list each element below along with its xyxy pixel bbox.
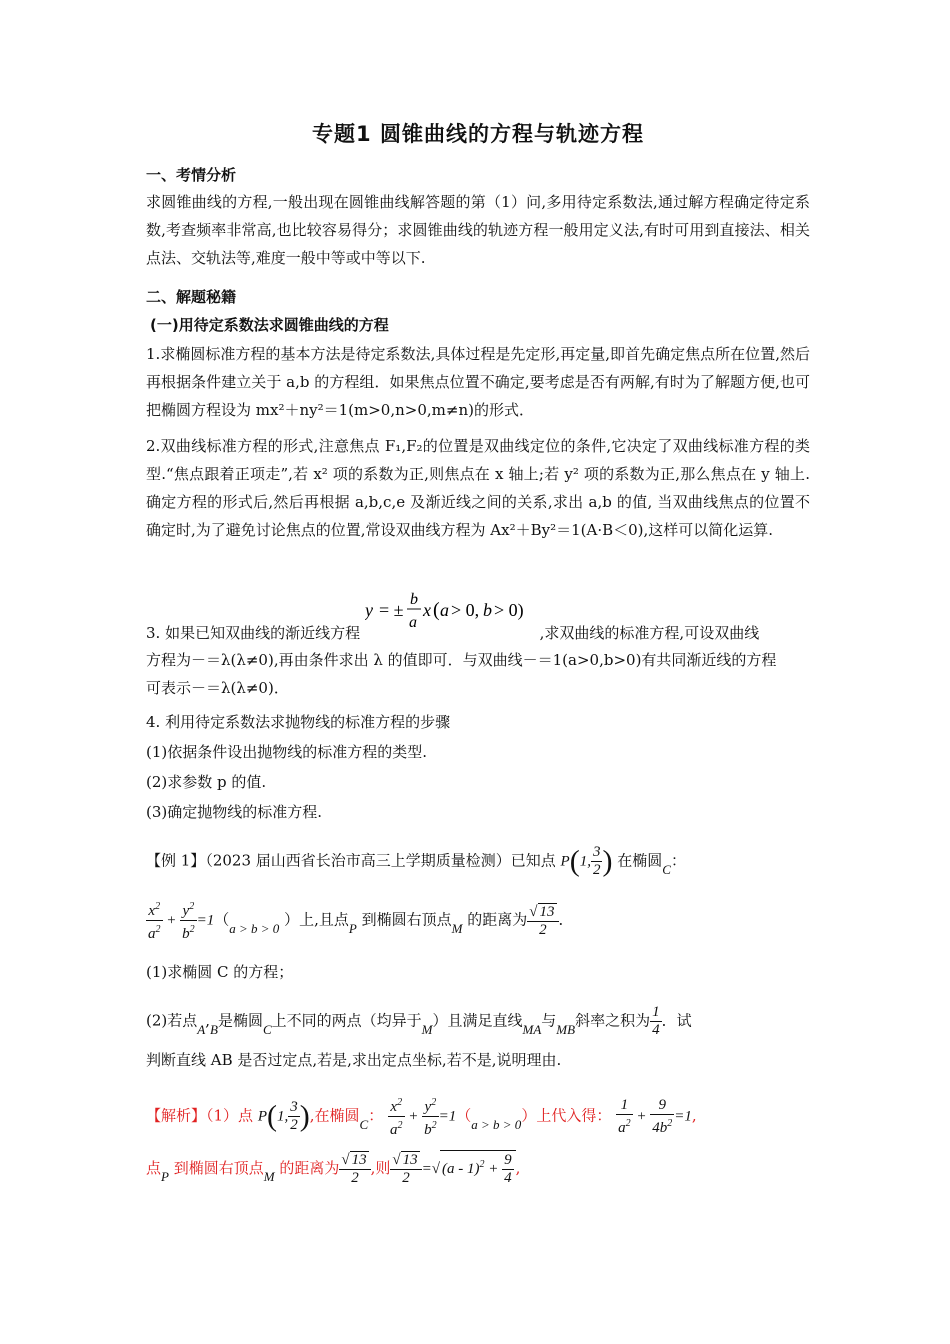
example-source: （2023 届山西省长治市高三上学期质量检测）已知点 — [205, 851, 556, 870]
q2-g: ．试 — [661, 1011, 692, 1030]
example-question-1: (1)求椭圆 C 的方程； — [146, 963, 294, 981]
example-line2-dist: 的距离为 — [467, 910, 528, 929]
asymptote-formula-graphic — [365, 584, 535, 640]
svg-text:x: x — [422, 600, 431, 620]
solution-sub-in: ）上代入得： — [521, 1106, 612, 1125]
tip-step-3: (3)确定抛物线的标准方程. — [146, 803, 323, 821]
q2-b: 是椭圆 — [217, 1011, 263, 1030]
section-heading-tips: 二、解题秘籍 — [146, 288, 237, 306]
example-question-2-line1: (2)若点A,B是椭圆C上不同的两点（均异于M）且满足直线MA与MB斜率之积为 $\frac{1}{4}$ ．试 — [146, 1004, 692, 1038]
svg-text:y: y — [364, 600, 373, 620]
fraction-y2-b2: $\frac{y^2}{b^2}$ — [180, 898, 197, 943]
example-line2: $\frac{x^2}{a^2}$ + $\frac{y^2}{b^2}$ =1（a > b > 0 ）上,且点P 到椭圆右顶点M 的距离为 $\frac{√ 13}{2}$ ． — [146, 898, 810, 943]
tip-step-2: (2)求参数 p 的值. — [146, 773, 267, 791]
page-title: 专题1 圆锥曲线的方程与轨迹方程 — [312, 122, 644, 146]
solution-line2-a: 点 — [146, 1159, 162, 1177]
ellipse-c-label: C — [662, 861, 671, 877]
q2-a: (2)若点 — [146, 1011, 198, 1030]
fraction-3-2: $\frac{3}{2}$ — [592, 844, 601, 878]
fraction-1-4: $\frac{1}{4}$ — [652, 1004, 660, 1038]
solution-part: （1）点 — [206, 1106, 254, 1125]
solution-line2-c: 的距离为 — [279, 1159, 340, 1177]
analysis-paragraph: 求圆锥曲线的方程,一般出现在圆锥曲线解答题的第（1）问,多用待定系数法,通过解方程确定待定系数,考查频率非常高,也比较容易得分；求圆锥曲线的轨迹方程一般用定义法,有时可用到直接法、相关点法、交轨法等,难度一般中等或中等以下. — [146, 193, 810, 267]
tip-item-1: 1.求椭圆标准方程的基本方法是待定系数法,具体过程是先定形,再定量,即首先确定焦点所在位置,然后再根据条件建立关于 a,b 的方程组．如果焦点位置不确定,要考虑是否有两解,有时为了解题方便,也可把椭圆方程设为 mx²＋ny²＝1(m>0,n>0,m≠n)的形式． — [146, 345, 810, 419]
point-p-label: P — [560, 853, 570, 870]
tip-item-3-post: ,求双曲线的标准方程,可设双曲线 — [539, 624, 760, 642]
solution-line2: 点P 到椭圆右顶点M 的距离为 $\frac{√ 13}{2}$ ,则 $\frac{√ 13}{2}$ =√ (a - 1)$^2$ + $\frac{9}{4}$ , — [146, 1152, 521, 1187]
svg-text:b: b — [409, 591, 418, 608]
on-ellipse-text: 在椭圆 — [617, 851, 663, 870]
tip-item-3-line2: 方程为－＝λ(λ≠0),再由条件求出 λ 的值即可．与双曲线－＝1(a>0,b>0)有共同渐近线的方程 — [146, 651, 777, 669]
fraction-sqrt13-2: $\frac{√ 13}{2}$ — [527, 903, 558, 939]
svg-text:b: b — [482, 600, 492, 620]
solution-on: ,在椭圆 — [309, 1106, 360, 1125]
solution-line2-b: 到椭圆右顶点 — [173, 1159, 264, 1177]
example-line2-to: 到椭圆右顶点 — [361, 910, 452, 929]
svg-text:a: a — [408, 614, 417, 631]
section-heading-analysis: 一、考情分析 — [146, 166, 237, 184]
asymptote-formula — [364, 591, 535, 638]
svg-text:a: a — [439, 600, 449, 620]
subsection-heading: (一)用待定系数法求圆锥曲线的方程 — [150, 316, 389, 334]
tip-item-2: 2.双曲线标准方程的形式,注意焦点 F₁,F₂的位置是双曲线定位的条件,它决定了双曲线标准方程的类型.“焦点跟着正项走”,若 x² 项的系数为正,则焦点在 x 轴上;若 y² 项的系数为正,那么焦点在 y 轴上.确定方程的形式后,然后再根据 a,b,c,e 及渐近线之间的关系,求出 a,b 的值, 当双曲线焦点的位置不确定时,为了避免讨论焦点的位置,常设双曲线方程为 Ax²＋By²＝1(A·B＜0),这样可以简化运算. — [146, 437, 810, 539]
example-line1: 【例 1】（2023 届山西省长治市高三上学期质量检测）已知点 P(1, $\frac{3}{2}$ ) 在椭圆C： — [146, 844, 686, 878]
solution-tag: 【解析】 — [146, 1106, 207, 1125]
condition-text: a > b > 0 — [229, 920, 280, 936]
svg-text:> 0,: > 0, — [450, 600, 480, 620]
tip-item-3-line3: 可表示－＝λ(λ≠0)． — [146, 679, 289, 697]
svg-text:> 0): > 0) — [493, 600, 524, 620]
q2-c: 上不同的两点（均异于 — [271, 1011, 422, 1030]
svg-text:= ±: = ± — [378, 600, 404, 620]
example-question-2-line2: 判断直线 AB 是否过定点,若是,求出定点坐标,若不是,说明理由. — [146, 1051, 562, 1069]
q2-e: 与 — [541, 1011, 557, 1030]
solution-line2-d: ,则 — [370, 1159, 391, 1177]
example-line2-mid: ）上,且点 — [284, 910, 349, 929]
tip-item-3-line1 — [146, 591, 810, 647]
tip-step-1: (1)依据条件设出抛物线的标准方程的类型. — [146, 743, 428, 761]
svg-text:(: ( — [432, 599, 440, 621]
solution-line1: 【解析】（1）点 P(1, $\frac{3}{2}$ ),在椭圆C： $\frac{x^2}{a^2}$ + $\frac{y^2}{b^2}$ =1（a > b > 0）上代入得： $\frac{1}{a^2}$ + $\frac{9}{4b^2}$ =1, — [146, 1094, 810, 1139]
fraction-x2-a2: $\frac{x^2}{a^2}$ — [146, 898, 163, 943]
tip-item-4: 4. 利用待定系数法求抛物线的标准方程的步骤 — [146, 713, 451, 731]
example-tag: 【例 1】 — [146, 851, 206, 870]
q2-d: ）且满足直线 — [432, 1011, 523, 1030]
tip-item-3-pre: 3. 如果已知双曲线的渐近线方程 — [146, 624, 361, 642]
q2-f: 斜率之积为 — [575, 1011, 651, 1030]
